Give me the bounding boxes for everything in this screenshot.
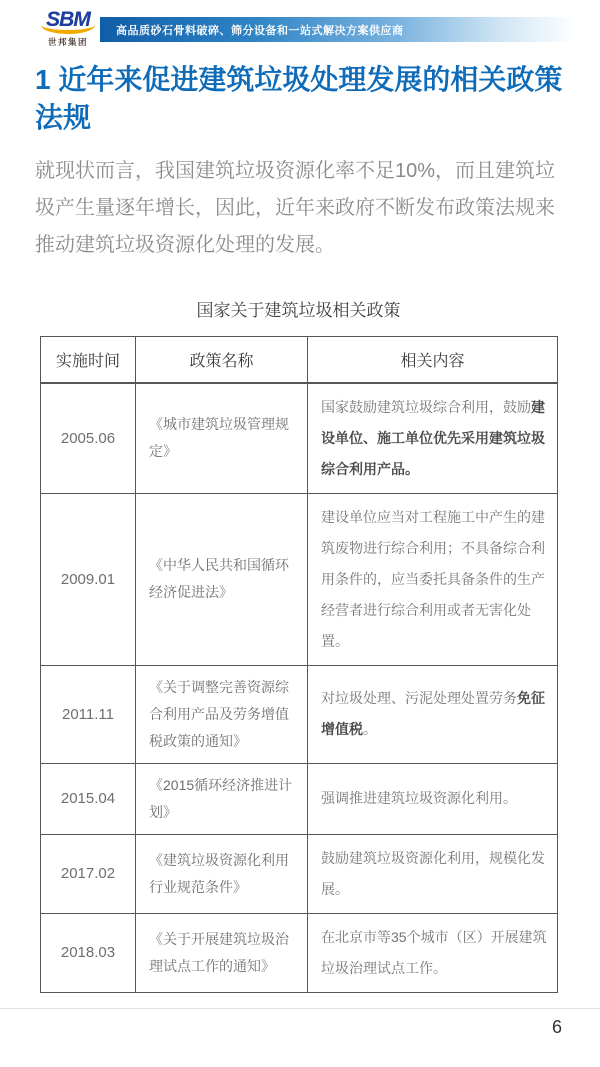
header-row <box>41 337 558 383</box>
policy-content <box>308 763 558 834</box>
policy-content <box>308 665 558 763</box>
table-row <box>41 665 558 763</box>
policy-table <box>40 336 558 993</box>
policy-name: 《城市建筑垃圾管理规定》 <box>136 383 308 494</box>
policy-table-body <box>41 383 558 993</box>
column-header-policy: 政策名称 <box>136 337 308 383</box>
policy-content <box>308 493 558 665</box>
content-segment: 国家鼓励建筑垃圾综合利用，鼓励 <box>321 398 531 415</box>
policy-name: 《关于开展建筑垃圾治理试点工作的通知》 <box>136 913 308 992</box>
content-segment: 鼓励建筑垃圾资源化利用，规模化发展。 <box>321 849 545 897</box>
company-name: 世邦集团 <box>47 37 88 47</box>
policy-content <box>308 913 558 992</box>
content-segment: 在北京市等35个城市（区）开展建筑垃圾治理试点工作。 <box>321 928 547 976</box>
table-row <box>41 763 558 834</box>
content-segment: 。 <box>363 721 377 737</box>
table-title: 国家关于建筑垃圾相关政策 <box>196 301 401 320</box>
policy-name: 《2015循环经济推进计划》 <box>136 763 308 834</box>
intro-paragraph: 就现状而言，我国建筑垃圾资源化率不足10%，而且建筑垃圾产生量逐年增长，因此，近年来政府不断发布政策法规来推动建筑垃圾资源化处理的发展。 <box>35 160 556 256</box>
policy-name: 《中华人民共和国循环经济促进法》 <box>136 493 308 665</box>
content-segment: 对垃圾处理、污泥处理处置劳务 <box>321 690 517 706</box>
implementation-date: 2011.11 <box>41 665 136 763</box>
table-row <box>41 834 558 913</box>
content-bold-segment: 免征增值税 <box>321 690 545 737</box>
content-segment: 建设单位应当对工程施工中产生的建筑废物进行综合利用；不具备综合利用条件的，应当委托具备条件的生产经营者进行综合利用或者无害化处置。 <box>321 508 545 649</box>
sbm-logo <box>37 9 99 48</box>
policy-name: 《关于调整完善资源综合利用产品及劳务增值税政策的通知》 <box>136 665 308 763</box>
table-row <box>41 493 558 665</box>
implementation-date: 2017.02 <box>41 834 136 913</box>
content-bold-segment: 建设单位、施工单位优先采用建筑垃圾综合利用产品。 <box>321 398 545 477</box>
policy-name: 《建筑垃圾资源化利用行业规范条件》 <box>136 834 308 913</box>
page-number: 6 <box>551 1017 562 1037</box>
policy-content <box>308 834 558 913</box>
implementation-date: 2018.03 <box>41 913 136 992</box>
sbm-logo-text: SBM <box>46 8 90 31</box>
header-banner <box>100 17 600 42</box>
main-content <box>0 61 600 993</box>
column-header-date: 实施时间 <box>41 337 136 383</box>
banner-slogan: 高品质砂石骨料破碎、筛分设备和一站式解决方案供应商 <box>116 24 404 37</box>
implementation-date: 2009.01 <box>41 493 136 665</box>
table-row <box>41 913 558 992</box>
section-title: 1 近年来促进建筑垃圾处理发展的相关政策法规 <box>35 64 563 133</box>
column-header-content: 相关内容 <box>308 337 558 383</box>
policy-content <box>308 383 558 494</box>
footer-divider <box>0 1008 600 1009</box>
header <box>0 0 600 56</box>
implementation-date: 2005.06 <box>41 383 136 494</box>
policy-table-header <box>41 337 558 383</box>
implementation-date: 2015.04 <box>41 763 136 834</box>
table-row <box>41 383 558 494</box>
content-segment: 强调推进建筑垃圾资源化利用。 <box>321 790 517 806</box>
